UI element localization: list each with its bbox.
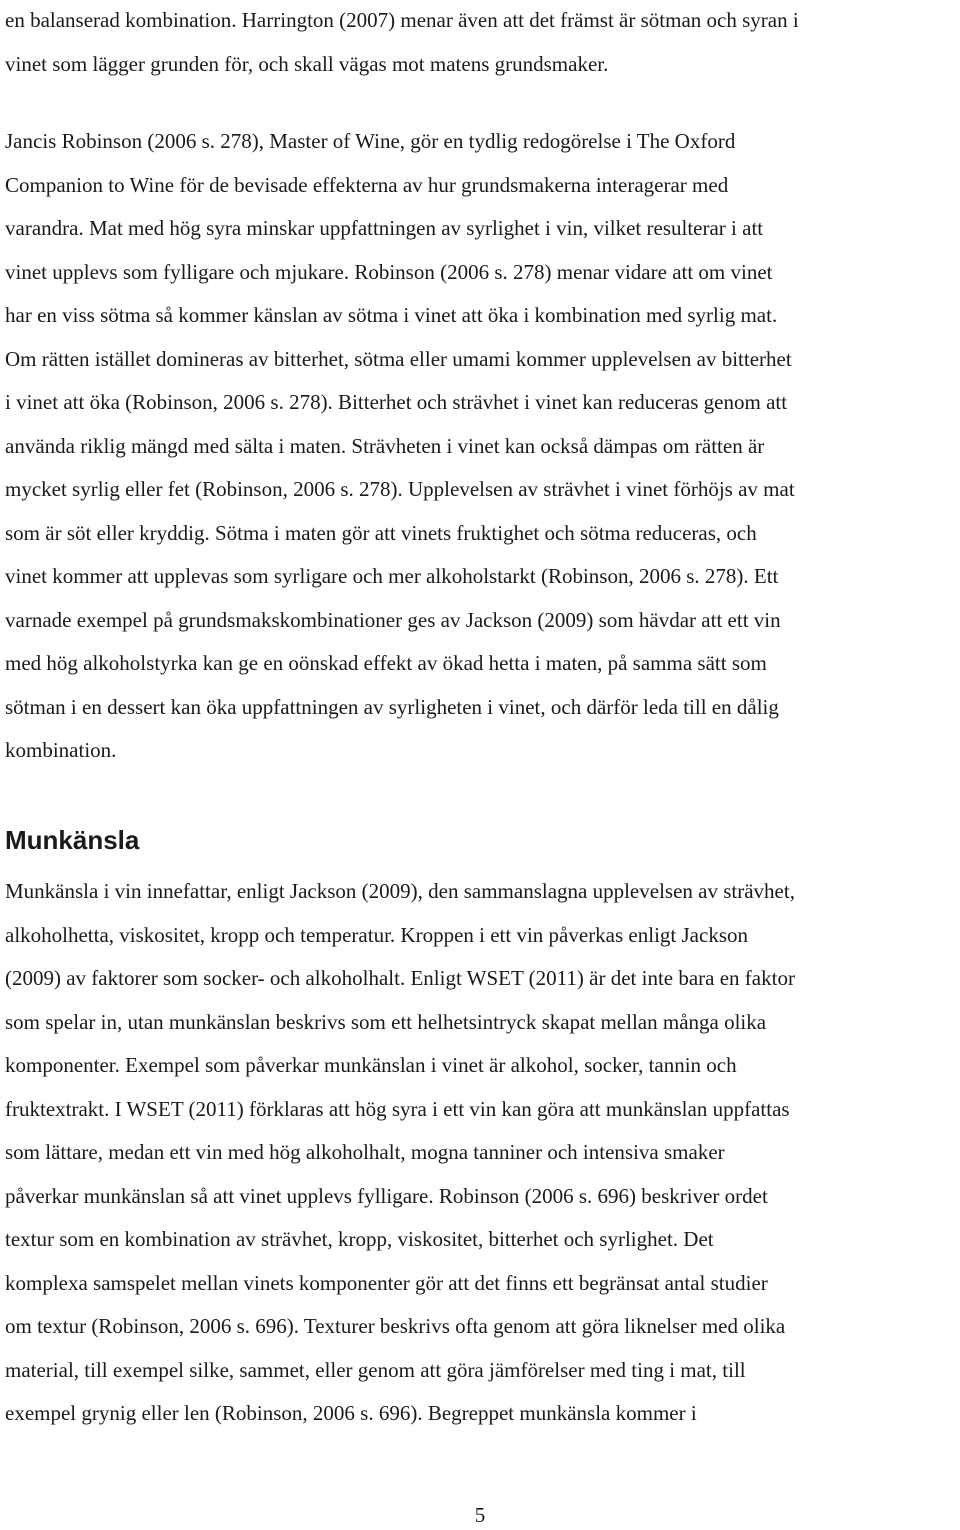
paragraph-line: (2009) av faktorer som socker- och alkoholhalt. Enligt WSET (2011) är det inte bara en faktor: [5, 966, 795, 990]
paragraph-line: alkoholhetta, viskositet, kropp och temperatur. Kroppen i ett vin påverkas enligt Jackson: [5, 922, 748, 947]
paragraph-line: mycket syrlig eller fet (Robinson, 2006 s. 278). Upplevelsen av strävhet i vinet förhöjs av mat: [5, 477, 795, 501]
paragraph-line: med hög alkoholstyrka kan ge en oönskad effekt av ökad hetta i maten, på samma sätt som: [5, 651, 767, 675]
paragraph-line: vinet som lägger grunden för, och skall vägas mot matens grundsmaker.: [5, 51, 609, 76]
paragraph-line: en balanserad kombination. Harrington (2007) menar även att det främst är sötman och syran i: [5, 8, 799, 32]
paragraph-line: sötman i en dessert kan öka uppfattningen av syrligheten i vinet, och därför leda till en dålig: [5, 694, 779, 719]
paragraph-line: i vinet att öka (Robinson, 2006 s. 278). Bitterhet och strävhet i vinet kan reduceras genom att: [5, 390, 788, 414]
paragraph-line: material, till exempel silke, sammet, eller genom att göra jämförelser med ting i mat, till: [5, 1357, 746, 1382]
paragraph-line: exempel grynig eller len (Robinson, 2006 s. 696). Begreppet munkänsla kommer i: [5, 1401, 697, 1425]
paragraph-line: som är söt eller kryddig. Sötma i maten gör att vinets fruktighet och sötma reduceras, och: [5, 520, 757, 545]
section-paragraph: [5, 870, 960, 1436]
paragraph-line: komplexa samspelet mellan vinets komponenter gör att det finns ett begränsat antal studier: [5, 1270, 768, 1295]
paragraph-line: har en viss sötma så kommer känslan av sötma i vinet att öka i kombination med syrlig mat.: [5, 303, 778, 327]
paragraph-line: använda riklig mängd med sälta i maten. Strävheten i vinet kan också dämpas om rätten är: [5, 433, 765, 458]
section-heading: Munkänsla: [5, 825, 140, 855]
paragraph-line: komponenter. Exempel som påverkar munkänslan i vinet är alkohol, socker, tannin och: [5, 1053, 737, 1077]
paragraph-line: Om rätten istället domineras av bitterhet, sötma eller umami kommer upplevelsen av bitterhet: [5, 346, 792, 371]
paragraph-line: textur som en kombination av strävhet, kropp, viskositet, bitterhet och syrlighet. Det: [5, 1227, 714, 1251]
paragraph-line: Companion to Wine för de bevisade effekterna av hur grundsmakerna interagerar med: [5, 172, 729, 197]
paragraph-line: som lättare, medan ett vin med hög alkoholhalt, mogna tanniner och intensiva smaker: [5, 1140, 725, 1164]
paragraph-line: som spelar in, utan munkänslan beskrivs som ett helhetsintryck skapat mellan många olika: [5, 1009, 767, 1034]
paragraph-line: Munkänsla i vin innefattar, enligt Jackson (2009), den sammanslagna upplevelsen av strävhet,: [5, 879, 795, 903]
paragraph-line: Jancis Robinson (2006 s. 278), Master of Wine, gör en tydlig redogörelse i The Oxford: [5, 129, 736, 153]
paragraph-line: om textur (Robinson, 2006 s. 696). Texturer beskrivs ofta genom att göra liknelser med olika: [5, 1314, 786, 1338]
paragraph-2: [5, 120, 960, 773]
paragraph-line: påverkar munkänslan så att vinet upplevs fylligare. Robinson (2006 s. 696) beskriver ordet: [5, 1183, 768, 1208]
paragraph-1: [5, 0, 960, 86]
paragraph-line: kombination.: [5, 738, 117, 762]
paragraph-line: varandra. Mat med hög syra minskar uppfattningen av syrlighet i vin, vilket resulterar i att: [5, 216, 764, 240]
page-number: 5: [474, 1503, 486, 1527]
paragraph-line: fruktextrakt. I WSET (2011) förklaras att hög syra i ett vin kan göra att munkänslan uppfattas: [5, 1096, 790, 1121]
paragraph-line: varnade exempel på grundsmakskombinationer ges av Jackson (2009) som hävdar att ett vin: [5, 607, 781, 632]
paragraph-line: vinet upplevs som fylligare och mjukare. Robinson (2006 s. 278) menar vidare att om vinet: [5, 259, 773, 284]
paragraph-line: vinet kommer att upplevas som syrligare och mer alkoholstarkt (Robinson, 2006 s. 278). Ett: [5, 564, 779, 588]
